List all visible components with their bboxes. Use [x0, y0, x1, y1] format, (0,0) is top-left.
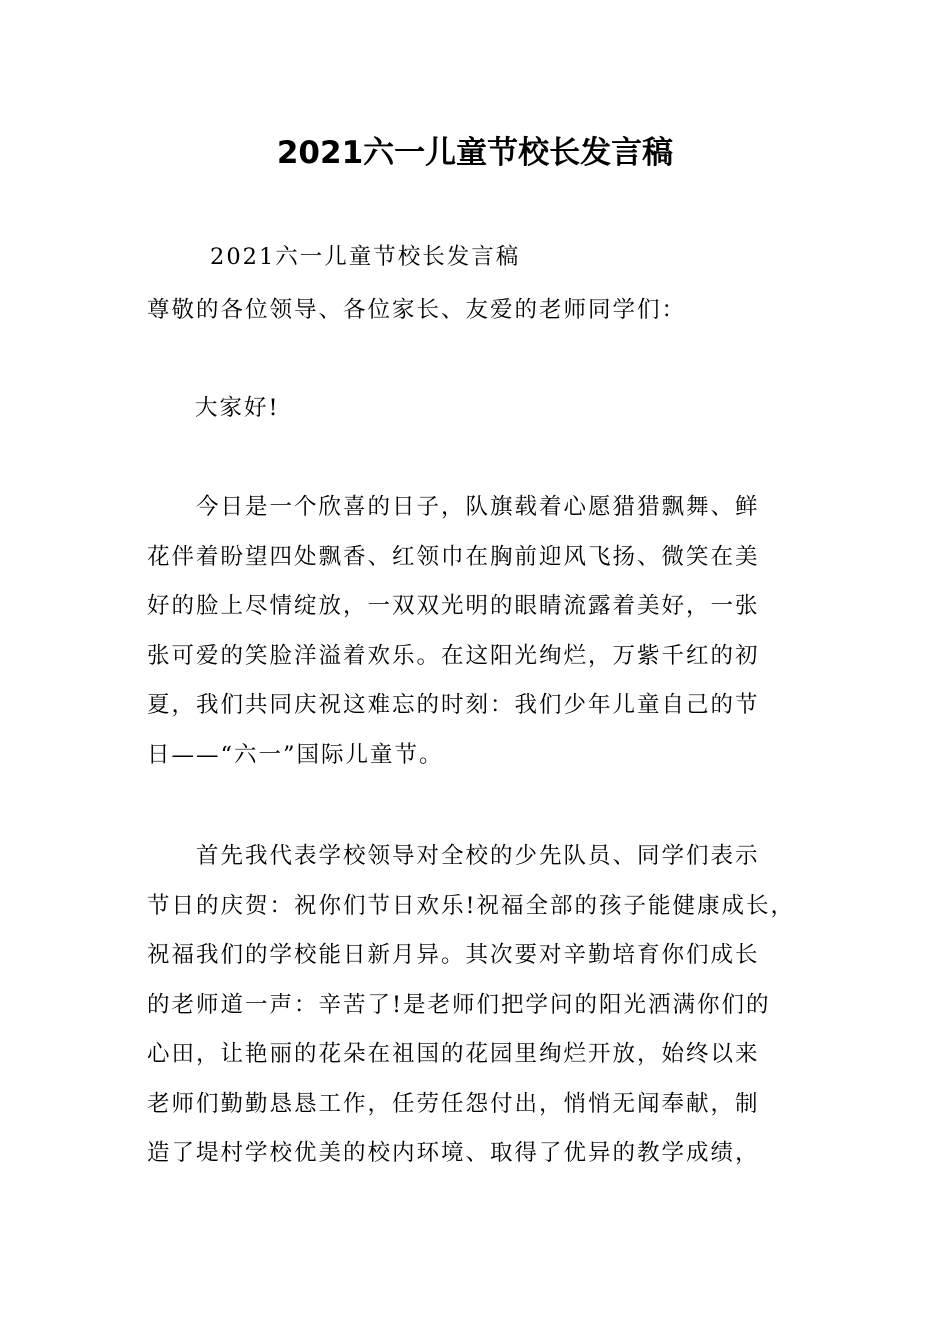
document-title: 2021六一儿童节校长发言稿	[276, 135, 674, 171]
paragraph-2	[147, 832, 807, 1179]
paragraph-line: 花伴着盼望四处飘香、红领巾在胸前迎风飞扬、微笑在美	[147, 543, 760, 570]
paragraph-line: 首先我代表学校领导对全校的少先队员、同学们表示	[147, 843, 760, 869]
paragraph-line: 心田，让艳丽的花朵在祖国的花园里绚烂开放，始终以来	[147, 1041, 760, 1067]
paragraph-line: 日——“六一”国际儿童节。	[147, 741, 444, 768]
paragraph-1	[147, 483, 807, 780]
paragraph-line: 祝福我们的学校能日新月异。其次要对辛勤培育你们成长	[147, 942, 760, 968]
paragraph-line: 张可爱的笑脸洋溢着欢乐。在这阳光绚烂，万紫千红的初	[147, 642, 760, 669]
paragraph-line: 今日是一个欣喜的日子，队旗载着心愿猎猎飘舞、鲜	[147, 494, 760, 520]
paragraph-line: 好的脸上尽情绽放，一双双光明的眼睛流露着美好，一张	[147, 593, 760, 619]
paragraph-line: 老师们勤勤恳恳工作，任劳任怨付出，悄悄无闻奉献，制	[147, 1090, 760, 1117]
paragraph-line: 造了堤村学校优美的校内环境、取得了优异的教学成绩，	[147, 1140, 760, 1166]
paragraph-line: 夏，我们共同庆祝这难忘的时刻：我们少年儿童自己的节	[147, 692, 760, 718]
paragraph-line: 的老师道一声：辛苦了!是老师们把学问的阳光洒满你们的	[147, 991, 771, 1018]
salutation: 尊敬的各位领导、各位家长、友爱的老师同学们：	[147, 297, 687, 323]
paragraph-line: 节日的庆贺：祝你们节日欢乐!祝福全部的孩子能健康成长，	[147, 892, 796, 919]
greeting: 大家好!	[195, 395, 280, 421]
document-subtitle: 2021六一儿童节校长发言稿	[210, 244, 521, 270]
